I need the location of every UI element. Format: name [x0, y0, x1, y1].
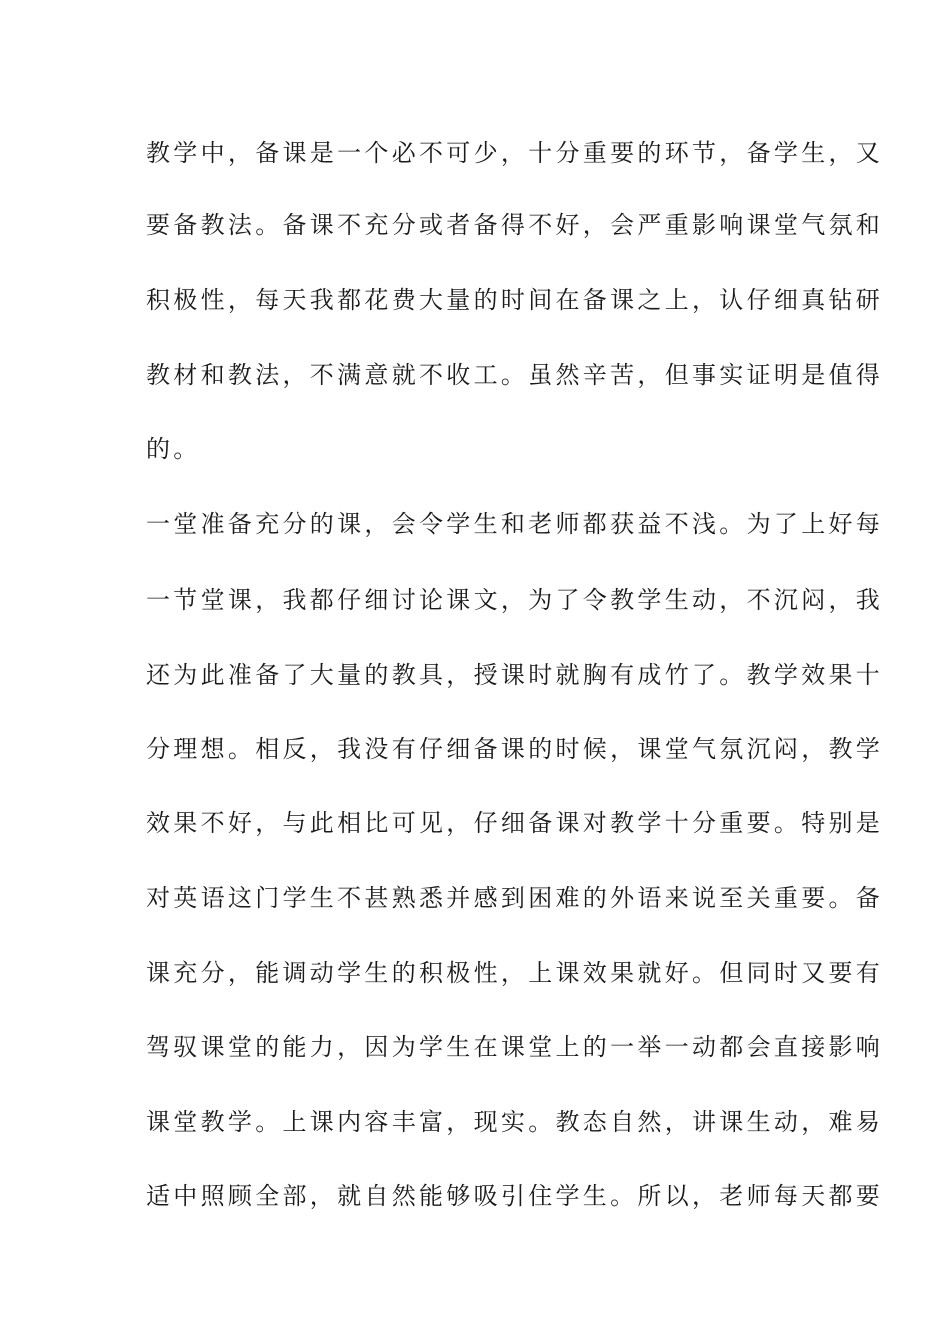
text-line: 课堂教学。上课内容丰富，现实。教态自然，讲课生动，难易 — [146, 1108, 884, 1136]
text-line: 分理想。相反，我没有仔细备课的时候，课堂气氛沉闷，教学 — [146, 735, 884, 763]
text-line: 积极性，每天我都花费大量的时间在备课之上，认仔细真钻研 — [146, 286, 884, 314]
text-line: 一堂准备充分的课，会令学生和老师都获益不浅。为了上好每 — [146, 510, 884, 538]
text-line: 一节堂课，我都仔细讨论课文，为了令教学生动，不沉闷，我 — [146, 586, 884, 614]
text-line: 的。 — [146, 435, 201, 463]
text-line: 教学中，备课是一个必不可少，十分重要的环节，备学生，又 — [146, 139, 884, 167]
text-line: 效果不好，与此相比可见，仔细备课对教学十分重要。特别是 — [146, 809, 884, 837]
text-line: 驾驭课堂的能力，因为学生在课堂上的一举一动都会直接影响 — [146, 1033, 884, 1061]
text-line: 对英语这门学生不甚熟悉并感到困难的外语来说至关重要。备 — [146, 884, 884, 912]
text-line: 还为此准备了大量的教具，授课时就胸有成竹了。教学效果十 — [146, 661, 884, 689]
text-line: 要备教法。备课不充分或者备得不好，会严重影响课堂气氛和 — [146, 211, 884, 239]
text-line: 适中照顾全部，就自然能够吸引住学生。所以，老师每天都要 — [146, 1182, 884, 1210]
text-line: 教材和教法，不满意就不收工。虽然辛苦，但事实证明是值得 — [146, 361, 884, 389]
text-line: 课充分，能调动学生的积极性，上课效果就好。但同时又要有 — [146, 959, 884, 987]
